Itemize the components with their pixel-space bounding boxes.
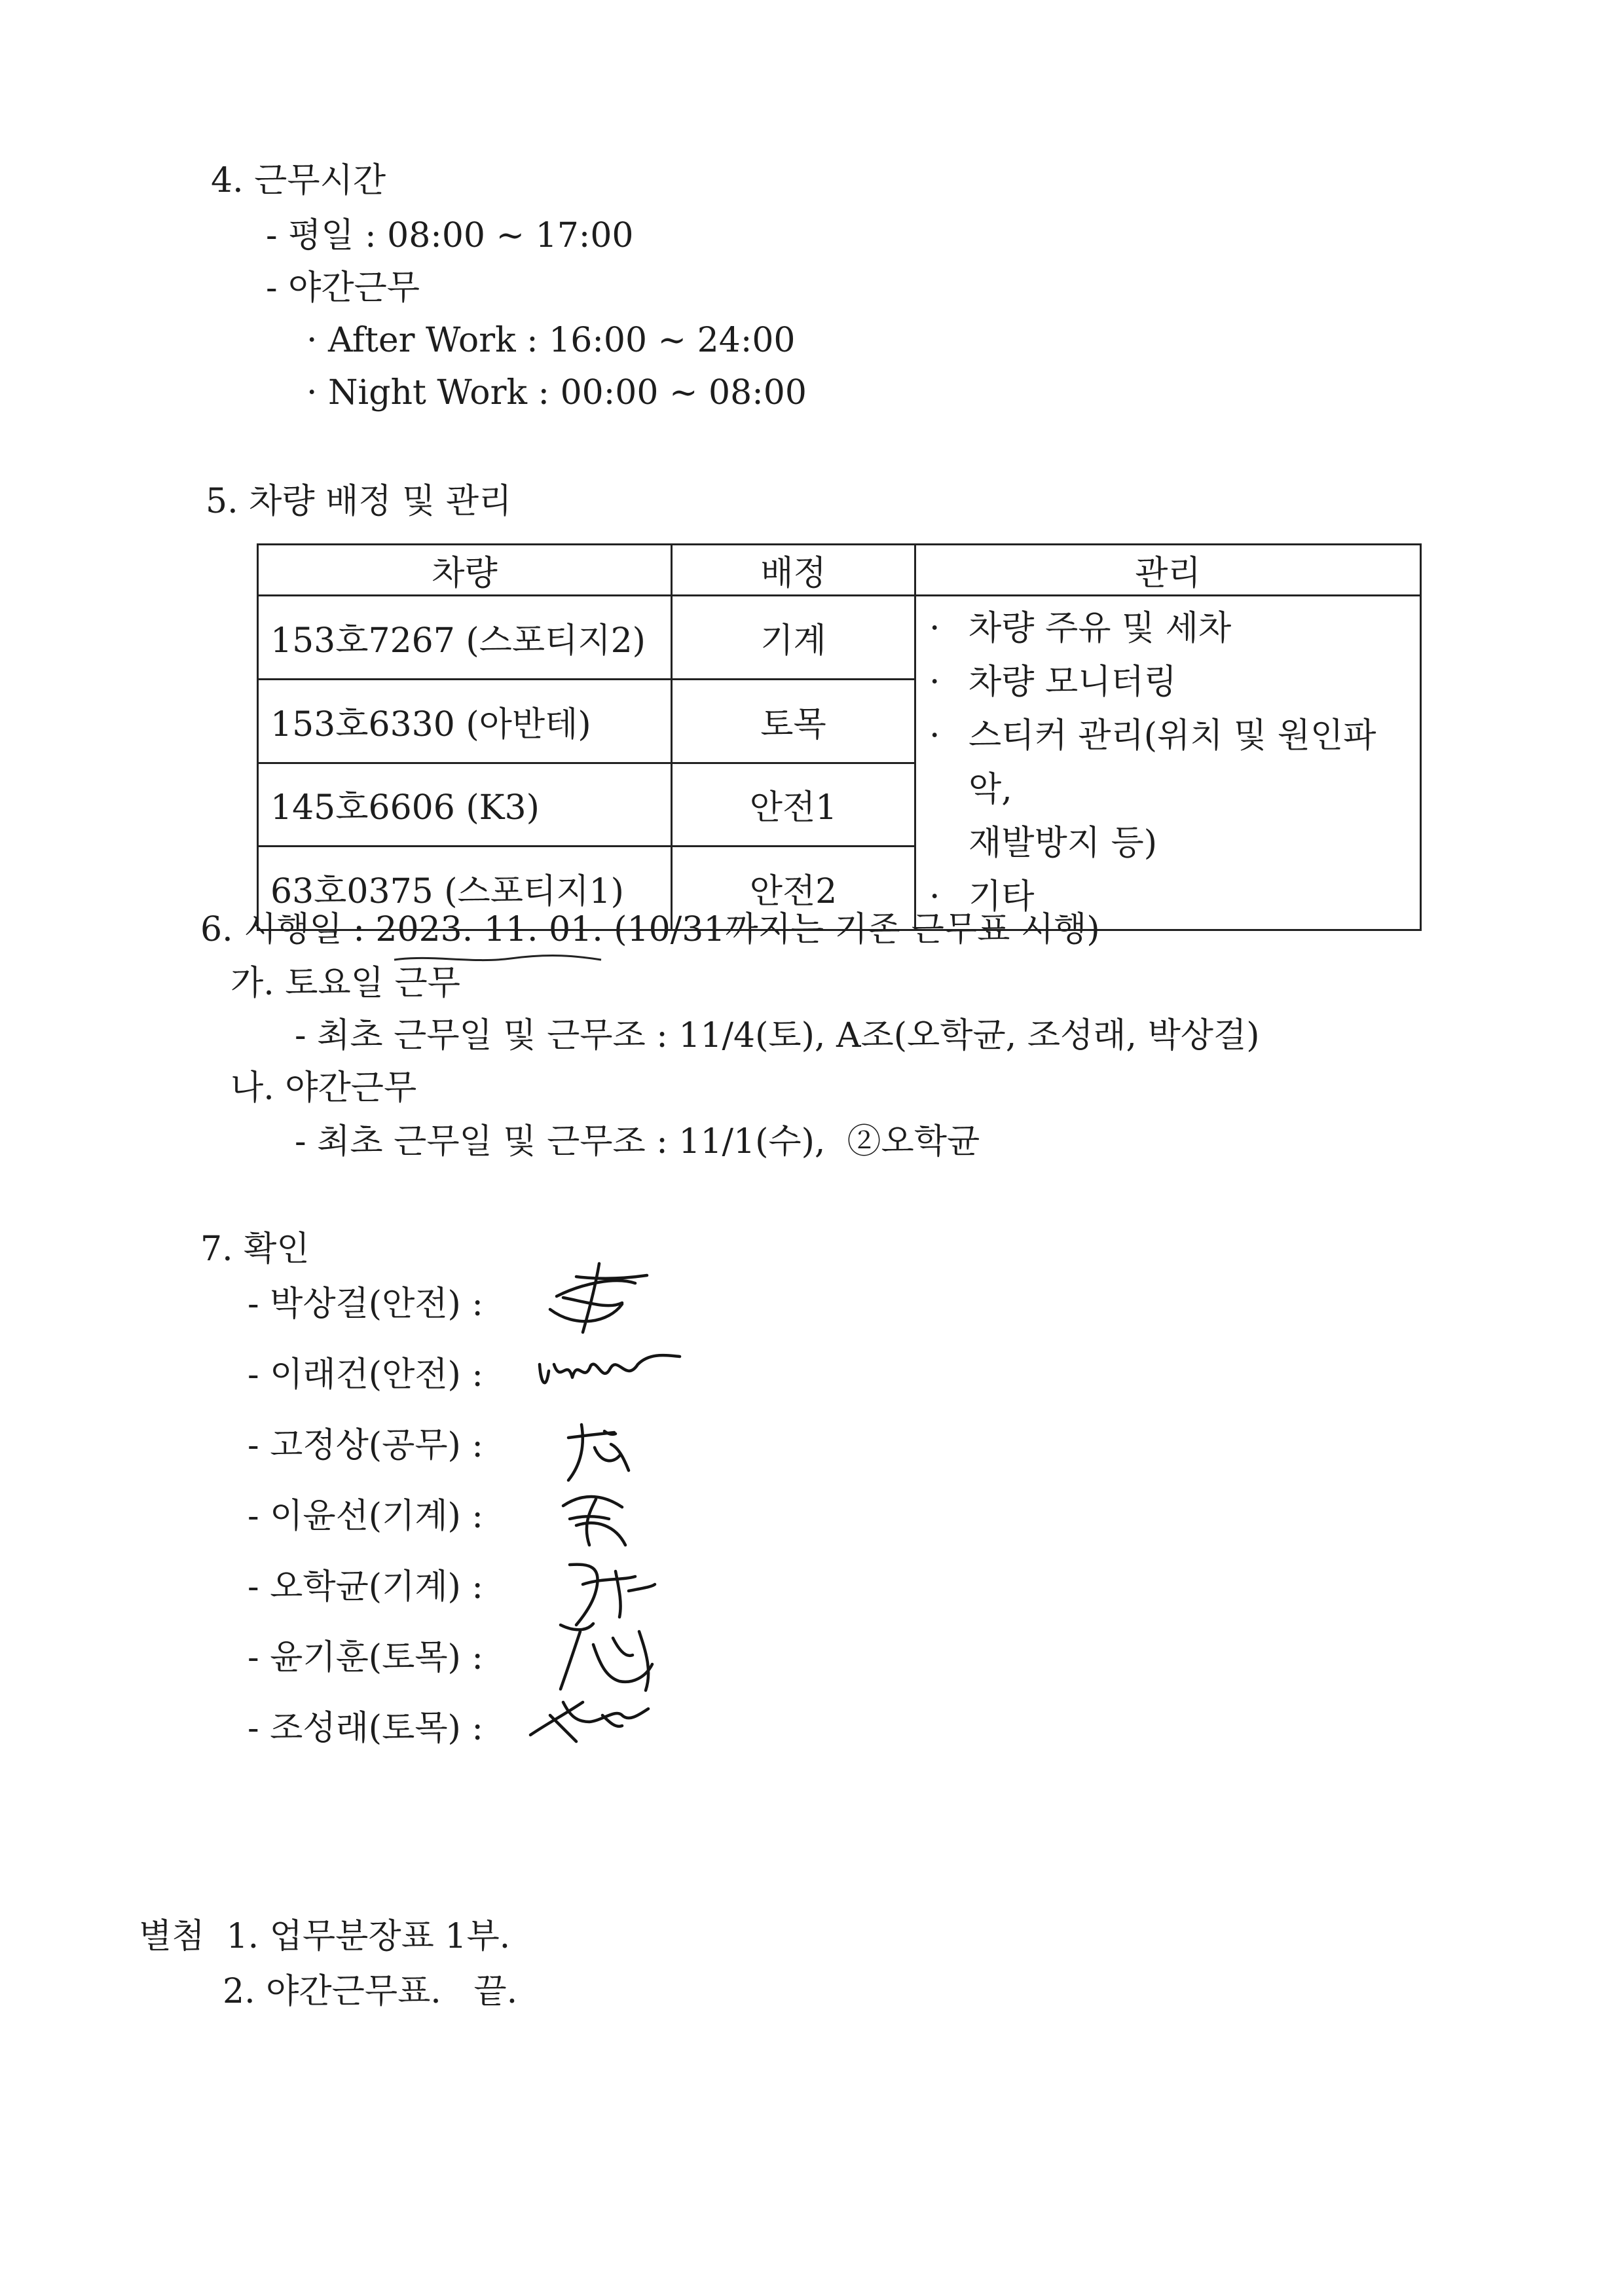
signature-image xyxy=(550,1486,642,1558)
signature-image xyxy=(547,1612,672,1697)
signer-row: - 오학균(기계) : xyxy=(248,1567,483,1607)
vehicle-cell: 63호0375 (스포티지1) xyxy=(258,847,672,930)
assignment-cell: 안전2 xyxy=(672,847,915,930)
night-work-detail: - 최초 근무일 및 근무조 : 11/1(수), ②오학균 xyxy=(295,1122,980,1161)
signer-row: - 이윤선(기계) : xyxy=(248,1497,483,1536)
signer-row: - 조성래(토목) : xyxy=(248,1709,483,1748)
management-cell xyxy=(915,596,1421,930)
signer-row: - 윤기훈(토목) : xyxy=(248,1638,483,1677)
attachment-line-1: 별첨 1. 업무분장표 1부. xyxy=(139,1917,511,1956)
effective-label: 6. 시행일 : xyxy=(200,910,376,949)
night-work-title: 나. 야간근무 xyxy=(231,1068,417,1108)
assignment-cell: 안전1 xyxy=(672,763,915,847)
section-4-title: 4. 근무시간 xyxy=(211,161,386,200)
effective-note: (10/31까지는 기존 근무표 시행) xyxy=(602,910,1100,949)
table-row xyxy=(258,596,1421,680)
vehicle-cell: 153호7267 (스포티지2) xyxy=(258,596,672,680)
management-item: · 기타 xyxy=(929,877,1035,917)
assignment-cell: 기계 xyxy=(672,596,915,680)
effective-date: 2023. 11. 01. xyxy=(375,910,603,949)
signature-image xyxy=(537,1257,655,1342)
section-6-title xyxy=(200,909,1100,951)
management-item: 재발방지 등) xyxy=(969,824,1157,863)
vehicle-cell: 153호6330 (아반테) xyxy=(258,679,672,763)
signature-image xyxy=(524,1689,655,1748)
weekday-hours: - 평일 : 08:00 ~ 17:00 xyxy=(266,216,634,255)
signer-row: - 박상걸(안전) : xyxy=(248,1285,483,1324)
vehicle-cell: 145호6606 (K3) xyxy=(258,763,672,847)
section-7-title: 7. 확인 xyxy=(200,1230,310,1269)
assignment-cell: 토목 xyxy=(672,679,915,763)
header-vehicle: 차량 xyxy=(258,545,672,596)
signer-row: - 이래건(안전) : xyxy=(248,1355,483,1394)
table-header-row xyxy=(258,545,1421,596)
saturday-work-detail: - 최초 근무일 및 근무조 : 11/4(토), A조(오학균, 조성래, 박상걸) xyxy=(295,1016,1260,1055)
signature-image xyxy=(534,1345,685,1404)
night-work-hours: · Night Work : 00:00 ~ 08:00 xyxy=(306,373,807,412)
vehicle-table xyxy=(257,543,1422,931)
after-work-hours: · After Work : 16:00 ~ 24:00 xyxy=(306,321,796,360)
management-item: · 차량 모니터링 xyxy=(929,663,1177,702)
night-shift-title: - 야간근무 xyxy=(266,268,420,308)
attachment-line-2: 2. 야간근무표. 끝. xyxy=(223,1972,518,2011)
signer-row: - 고정상(공무) : xyxy=(248,1426,483,1465)
management-item: · 차량 주유 및 세차 xyxy=(929,609,1232,648)
management-item: · 스티커 관리(위치 및 원인파악, xyxy=(929,716,1376,809)
saturday-work-title: 가. 토요일 근무 xyxy=(231,964,460,1003)
header-management: 관리 xyxy=(915,545,1421,596)
header-assignment: 배정 xyxy=(672,545,915,596)
section-5-title: 5. 차량 배정 및 관리 xyxy=(206,482,512,521)
signature-image xyxy=(555,1418,640,1490)
